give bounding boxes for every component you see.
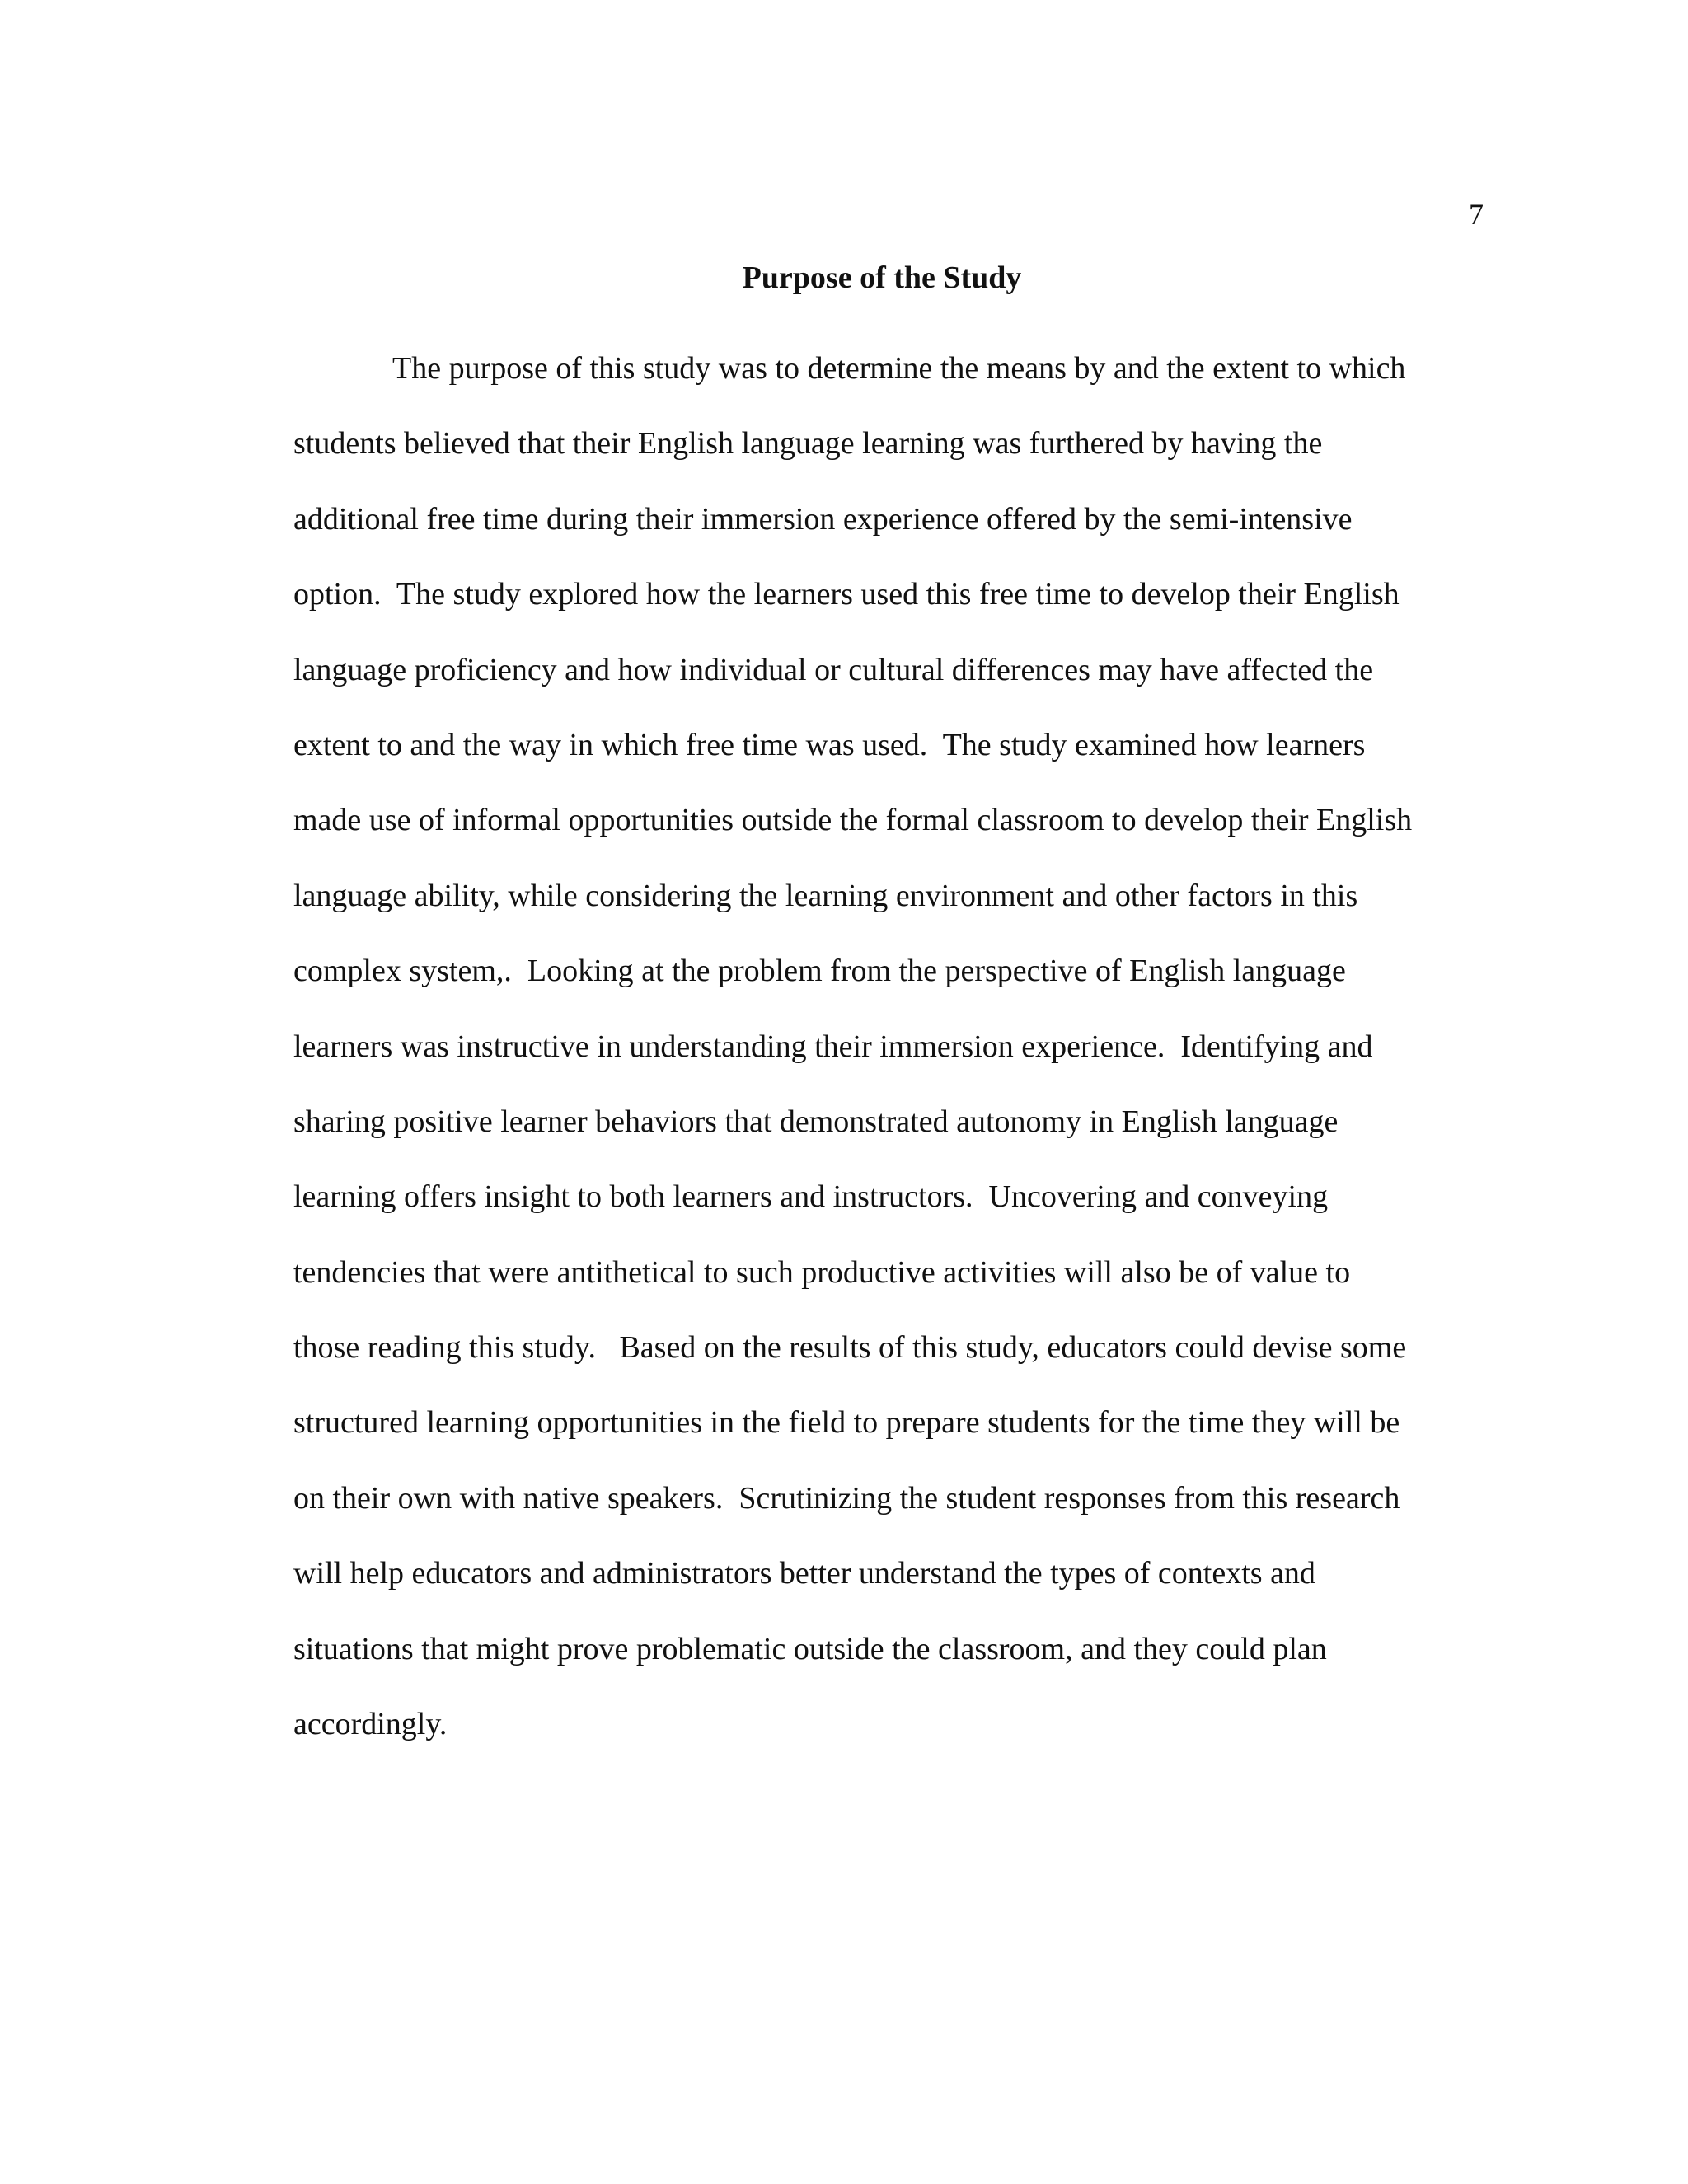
paragraph-line: accordingly. bbox=[293, 1707, 448, 1742]
paragraph-line: tendencies that were antithetical to such productive activities will also be of value to bbox=[293, 1254, 1351, 1290]
paragraph-line: on their own with native speakers. Scrutinizing the student responses from this research bbox=[293, 1480, 1400, 1516]
page-number: 7 bbox=[1469, 198, 1484, 231]
paragraph-line: situations that might prove problematic outside the classroom, and they could plan bbox=[293, 1631, 1327, 1666]
paragraph-line: students believed that their English language learning was furthered by having the bbox=[293, 426, 1323, 462]
paragraph-line: complex system,. Looking at the problem from the perspective of English language bbox=[293, 954, 1346, 989]
paragraph-line: option. The study explored how the learners used this free time to develop their English bbox=[293, 577, 1400, 612]
paragraph-line: The purpose of this study was to determine the means by and the extent to which bbox=[392, 351, 1406, 386]
paragraph-line: learners was instructive in understanding their immersion experience. Identifying and bbox=[293, 1029, 1373, 1064]
paragraph-line: made use of informal opportunities outside the formal classroom to develop their English bbox=[293, 803, 1413, 838]
paragraph-line: language ability, while considering the learning environment and other factors in this bbox=[293, 878, 1358, 913]
paragraph-line: structured learning opportunities in the field to prepare students for the time they will be bbox=[293, 1405, 1400, 1441]
paragraph-line: sharing positive learner behaviors that demonstrated autonomy in English language bbox=[293, 1104, 1339, 1139]
paragraph-line: extent to and the way in which free time was used. The study examined how learners bbox=[293, 727, 1366, 762]
paragraph-line: additional free time during their immersion experience offered by the semi-intensive bbox=[293, 501, 1353, 537]
paragraph-line: language proficiency and how individual or cultural differences may have affected the bbox=[293, 652, 1374, 687]
paragraph bbox=[293, 331, 1480, 1762]
paragraph-line: learning offers insight to both learners and instructors. Uncovering and conveying bbox=[293, 1179, 1329, 1215]
paragraph-line: will help educators and administrators better understand the types of contexts and bbox=[293, 1556, 1315, 1591]
section-title: Purpose of the Study bbox=[742, 260, 1022, 295]
paragraph-line: those reading this study. Based on the results of this study, educators could devise some bbox=[293, 1330, 1407, 1366]
